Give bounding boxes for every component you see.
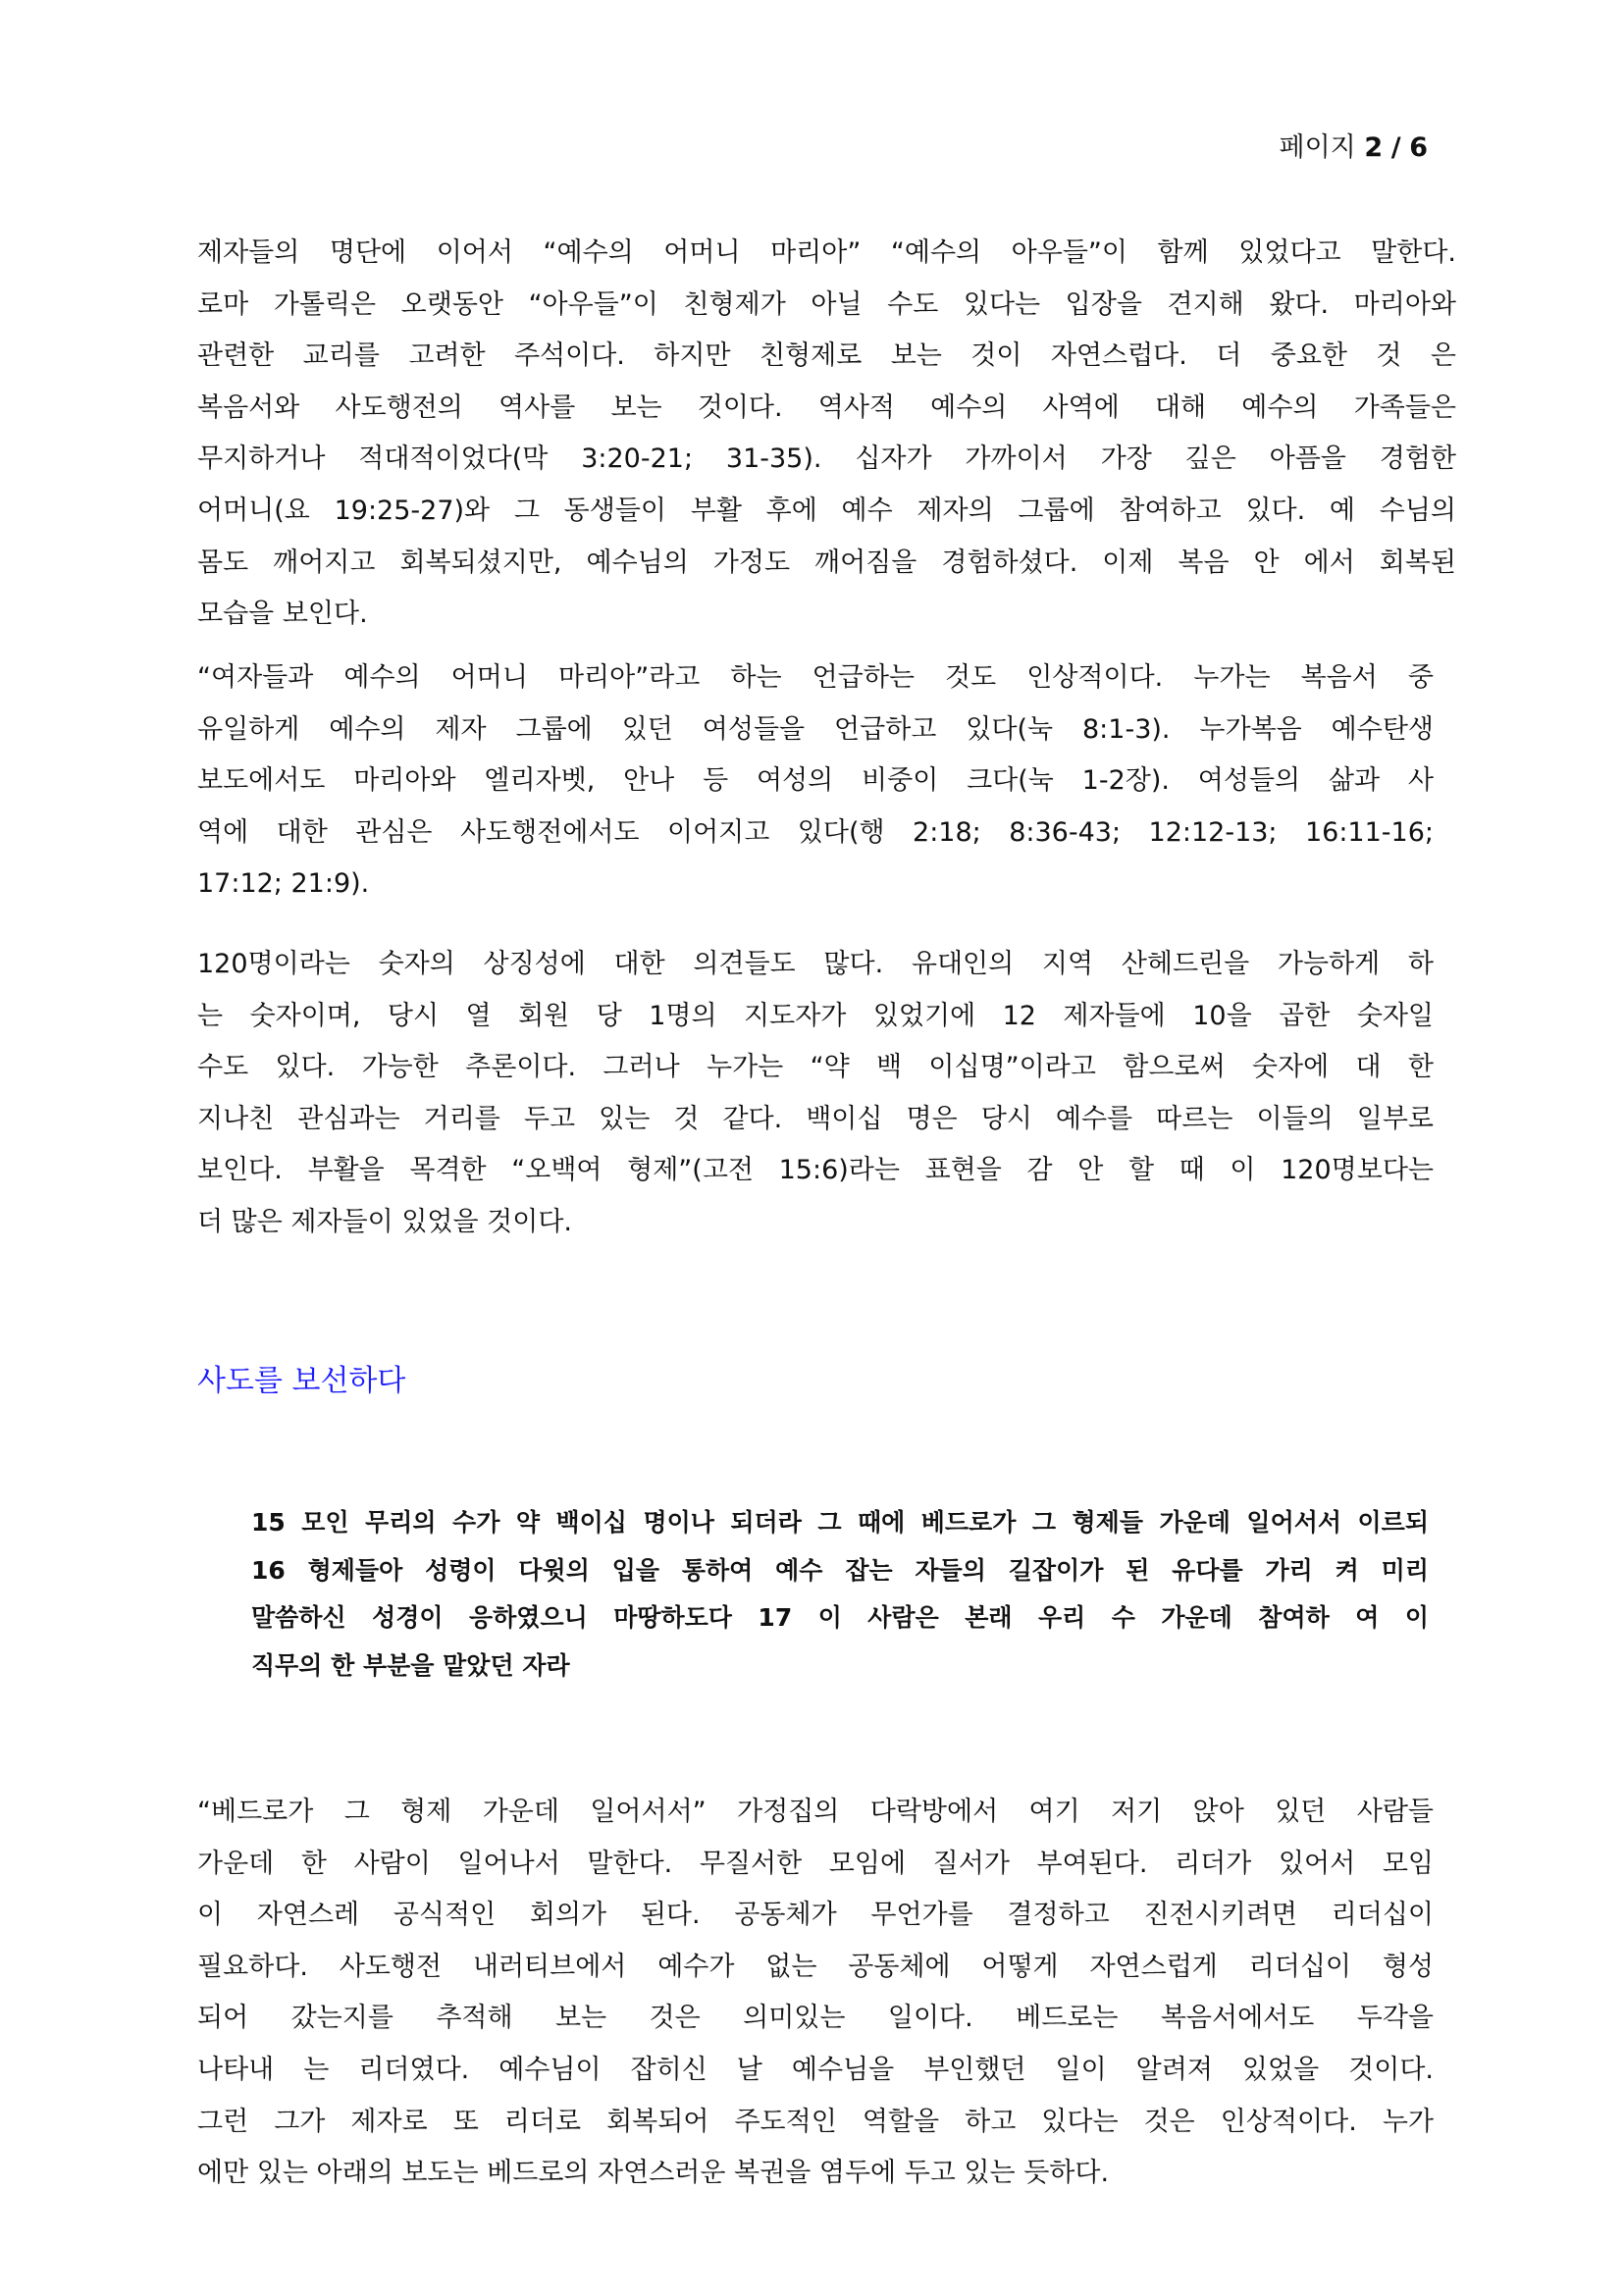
text-line: 수도 있다. 가능한 추론이다. 그러나 누가는 “약 백 이십명”이라고 함으로써 숫자에 대 한 xyxy=(197,1052,1434,1083)
text-line: 관련한 교리를 고려한 주석이다. 하지만 친형제로 보는 것이 자연스럽다. 더 중요한 것 은 xyxy=(197,340,1456,372)
text-line: 이 자연스레 공식적인 회의가 된다. 공동체가 무언가를 결정하고 진전시키려면 리더십이 xyxy=(197,1900,1434,1931)
text-line: 나타내 는 리더였다. 예수님이 잡히신 날 예수님을 부인했던 일이 알려져 있었을 것이다. xyxy=(197,2054,1434,2085)
scripture-line: 직무의 한 부분을 맡았던 자라 xyxy=(251,1650,570,1680)
section-heading: 사도를 보선하다 xyxy=(197,1364,406,1398)
page-number xyxy=(1280,126,1429,164)
text-line: 필요하다. 사도행전 내러티브에서 예수가 없는 공동체에 어떻게 자연스럽게 리더십이 형성 xyxy=(197,1951,1434,1982)
page-total: 6 xyxy=(1409,132,1428,163)
text-line: 가운데 한 사람이 일어나서 말한다. 무질서한 모임에 질서가 부여된다. 리더가 있어서 모임 xyxy=(197,1848,1434,1879)
text-line: 보도에서도 마리아와 엘리자벳, 안나 등 여성의 비중이 크다(눅 1-2장). 여성들의 삶과 사 xyxy=(197,765,1434,797)
text-line: 로마 가톨릭은 오랫동안 “아우들”이 친형제가 아닐 수도 있다는 입장을 견지해 왔다. 마리아와 xyxy=(197,288,1456,320)
paragraph-2 xyxy=(197,652,1434,911)
scripture-quote xyxy=(251,1499,1429,1690)
text-line: 더 많은 제자들이 있었을 것이다. xyxy=(197,1206,572,1237)
text-line: 역에 대한 관심은 사도행전에서도 이어지고 있다(행 2:18; 8:36-43; 12:12-13; 16:11-16; xyxy=(197,816,1434,848)
text-line: 120명이라는 숫자의 상징성에 대한 의견들도 많다. 유대인의 지역 산헤드린을 가능하게 하 xyxy=(197,949,1434,979)
page-current: 2 xyxy=(1364,132,1384,163)
paragraph-3 xyxy=(197,939,1434,1249)
text-line: 제자들의 명단에 이어서 “예수의 어머니 마리아” “예수의 아우들”이 함께 있었다고 말한다. xyxy=(197,237,1456,268)
page-label: 페이지 xyxy=(1279,132,1356,163)
text-line: 지나친 관심과는 거리를 두고 있는 것 같다. 백이십 명은 당시 예수를 따르는 이들의 일부로 xyxy=(197,1103,1434,1134)
page-separator: / xyxy=(1390,132,1401,163)
scripture-line: 말씀하신 성경이 응하였으니 마땅하도다 17 이 사람은 본래 우리 수 가운데 참여하 여 이 xyxy=(251,1603,1429,1632)
text-line: 되어 갔는지를 추적해 보는 것은 의미있는 일이다. 베드로는 복음서에서도 두각을 xyxy=(197,2003,1434,2034)
text-line: 모습을 보인다. xyxy=(197,599,368,630)
text-line: 유일하게 예수의 제자 그룹에 있던 여성들을 언급하고 있다(눅 8:1-3). 누가복음 예수탄생 xyxy=(197,713,1434,745)
text-line: 보인다. 부활을 목격한 “오백여 형제”(고전 15:6)라는 표현을 감 안 할 때 이 120명보다는 xyxy=(197,1155,1434,1186)
scripture-line: 15 모인 무리의 수가 약 백이십 명이나 되더라 그 때에 베드로가 그 형제들 가운데 일어서서 이르되 xyxy=(251,1508,1429,1537)
text-line: 그런 그가 제자로 또 리더로 회복되어 주도적인 역할을 하고 있다는 것은 인상적이다. 누가 xyxy=(197,2106,1434,2137)
text-line: “여자들과 예수의 어머니 마리아”라고 하는 언급하는 것도 인상적이다. 누가는 복음서 중 xyxy=(197,662,1434,693)
text-line: 17:12; 21:9). xyxy=(197,868,370,900)
text-line: 몸도 깨어지고 회복되셨지만, 예수님의 가정도 깨어짐을 경험하셨다. 이제 복음 안 에서 회복된 xyxy=(197,547,1456,578)
text-line: 무지하거나 적대적이었다(막 3:20-21; 31-35). 십자가 가까이서 가장 깊은 아픔을 경험한 xyxy=(197,443,1456,475)
text-line: 는 숫자이며, 당시 열 회원 당 1명의 지도자가 있었기에 12 제자들에 10을 곱한 숫자일 xyxy=(197,1000,1434,1031)
paragraph-1 xyxy=(197,228,1456,641)
paragraph-4 xyxy=(197,1787,1434,2200)
text-line: “베드로가 그 형제 가운데 일어서서” 가정집의 다락방에서 여기 저기 앉아 있던 사람들 xyxy=(197,1797,1434,1827)
text-line: 복음서와 사도행전의 역사를 보는 것이다. 역사적 예수의 사역에 대해 예수의 가족들은 xyxy=(197,391,1456,423)
text-line: 어머니(요 19:25-27)와 그 동생들이 부활 후에 예수 제자의 그룹에 참여하고 있다. 예 수님의 xyxy=(197,495,1456,526)
text-line: 에만 있는 아래의 보도는 베드로의 자연스러운 복권을 염두에 두고 있는 듯하다. xyxy=(197,2158,1110,2189)
scripture-line: 16 형제들아 성령이 다윗의 입을 통하여 예수 잡는 자들의 길잡이가 된 유다를 가리 켜 미리 xyxy=(251,1555,1429,1585)
